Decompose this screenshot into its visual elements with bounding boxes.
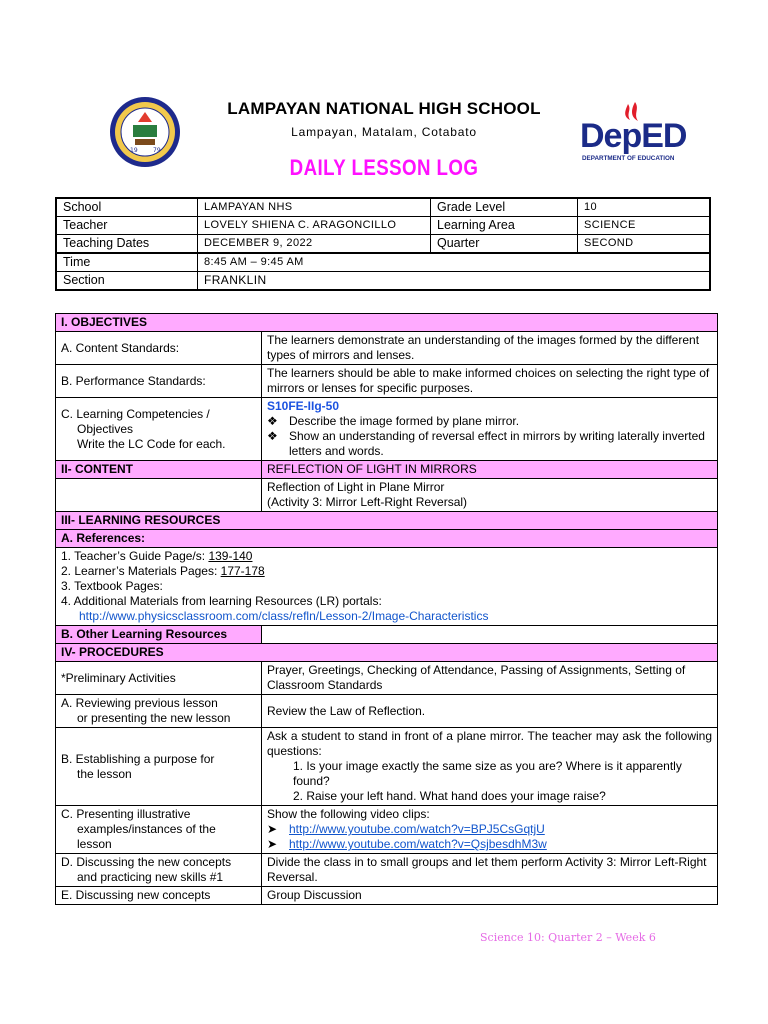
learners-materials-ref [61, 564, 712, 579]
preliminary-label: *Preliminary Activities [56, 662, 262, 695]
content-subtopic-1: Reflection of Light in Plane Mirror [267, 480, 445, 494]
procedure-c-content [262, 806, 718, 854]
procedure-c-label-line-2: examples/instances of the [77, 822, 216, 836]
area-value: SCIENCE [578, 217, 711, 235]
section-value: FRANKLIN [198, 272, 711, 291]
competencies-label [56, 398, 262, 461]
procedure-a-label-line-2: or presenting the new lesson [77, 711, 231, 725]
info-row-dates [56, 235, 710, 254]
section-label: Section [56, 272, 198, 291]
teachers-guide-prefix: 1. Teacher’s Guide Page/s: [61, 549, 209, 563]
arrow-bullet-icon: ➤ [267, 822, 278, 836]
preliminary-text: Prayer, Greetings, Checking of Attendance, Passing of Assignments, Setting of Classroom Standards [262, 662, 718, 695]
grade-label: Grade Level [431, 198, 578, 217]
objective-bullet-2 [267, 429, 712, 459]
procedure-c-label-line-1: C. Presenting illustrative [61, 807, 191, 821]
objectives-heading-row [56, 314, 718, 332]
textbook-ref: 3. Textbook Pages: [61, 579, 163, 593]
procedure-e-row [56, 887, 718, 905]
performance-standards-row [56, 365, 718, 398]
lesson-info-table [55, 197, 711, 291]
page-footer: Science 10: Quarter 2 – Week 6 [480, 931, 656, 944]
procedure-c-label [56, 806, 262, 854]
school-value: LAMPAYAN NHS [198, 198, 431, 217]
procedure-c-label-line-3: lesson [77, 837, 112, 851]
competencies-label-line-3: Write the LC Code for each. [77, 436, 226, 451]
info-row-teacher [56, 217, 710, 235]
procedure-b-content [262, 728, 718, 806]
content-standards-text: The learners demonstrate an understanding of the images formed by the different types of mirrors and lenses. [262, 332, 718, 365]
resources-heading-row [56, 512, 718, 530]
procedure-b-question-1: 1. Is your image exactly the same size as you are? Where is it apparently found? [293, 759, 682, 788]
objective-bullet-1 [267, 414, 712, 429]
school-address: Lampayan, Matalam, Cotabato [291, 125, 477, 139]
resources-heading: III- LEARNING RESOURCES [56, 512, 718, 530]
school-label: School [56, 198, 198, 217]
procedure-d-row [56, 854, 718, 887]
seal-year-left: 19 [130, 147, 138, 154]
other-resources-label: B. Other Learning Resources [56, 626, 262, 644]
info-row-time [56, 253, 710, 272]
procedure-b-label-line-2: the lesson [77, 766, 132, 781]
procedure-c-row [56, 806, 718, 854]
competencies-row [56, 398, 718, 461]
content-heading: II- CONTENT [56, 461, 262, 479]
procedure-d-label-line-1: D. Discussing the new concepts [61, 855, 232, 869]
content-heading-row [56, 461, 718, 479]
procedure-d-label [56, 854, 262, 887]
procedure-b-text: Ask a student to stand in front of a plane mirror. The teacher may ask the following questions: [267, 729, 712, 758]
content-subtopic [262, 479, 718, 512]
teachers-guide-pages: 139-140 [208, 549, 253, 563]
procedure-c-text: Show the following video clips: [267, 807, 430, 821]
procedure-e-label: E. Discussing new concepts [56, 887, 262, 905]
procedure-a-label [56, 695, 262, 728]
content-subtopic-row [56, 479, 718, 512]
learners-materials-prefix: 2. Learner’s Materials Pages: [61, 564, 221, 578]
lesson-plan-table [55, 313, 718, 905]
info-row-section [56, 272, 710, 291]
teacher-value: LOVELY SHIENA C. ARAGONCILLO [198, 217, 431, 235]
dates-label: Teaching Dates [56, 235, 198, 254]
references-row [56, 548, 718, 626]
learners-materials-pages: 177-178 [220, 564, 265, 578]
procedure-b-label [56, 728, 262, 806]
procedure-b-row [56, 728, 718, 806]
competencies-label-line-1: C. Learning Competencies / [61, 406, 210, 421]
references-heading-row [56, 530, 718, 548]
school-name: LAMPAYAN NATIONAL HIGH SCHOOL [227, 99, 541, 118]
time-label: Time [56, 253, 198, 272]
video-link-2[interactable]: http://www.youtube.com/watch?v=QsjbesdhM3w [289, 837, 547, 851]
objective-bullet-2-text: Show an understanding of reversal effect in mirrors by writing laterally inverted letters and words. [289, 429, 705, 458]
procedure-a-text: Review the Law of Reflection. [262, 695, 718, 728]
procedures-heading: IV- PROCEDURES [56, 644, 718, 662]
diamond-bullet-icon: ❖ [267, 414, 278, 428]
video-link-item-2 [267, 837, 712, 852]
deped-caption: DEPARTMENT OF EDUCATION [582, 155, 675, 162]
teachers-guide-ref [61, 549, 712, 564]
teacher-label: Teacher [56, 217, 198, 235]
procedure-d-text: Divide the class in to small groups and let them perform Activity 3: Mirror Left-Right Reversal. [262, 854, 718, 887]
competencies-label-line-2: Objectives [77, 421, 134, 436]
quarter-value: SECOND [578, 235, 711, 254]
area-label: Learning Area [431, 217, 578, 235]
dates-value: DECEMBER 9, 2022 [198, 235, 431, 254]
references-heading: A. References: [56, 530, 718, 548]
procedure-a-row [56, 695, 718, 728]
other-resources-empty [262, 626, 718, 644]
procedure-e-text: Group Discussion [262, 887, 718, 905]
content-topic: REFLECTION OF LIGHT IN MIRRORS [262, 461, 718, 479]
references-list [56, 548, 718, 626]
additional-materials-ref: 4. Additional Materials from learning Resources (LR) portals: [61, 594, 382, 608]
seal-year-right: 79 [153, 147, 161, 154]
procedures-heading-row [56, 644, 718, 662]
procedure-b-question-2: 2. Raise your left hand. What hand does your image raise? [293, 789, 606, 803]
diamond-bullet-icon: ❖ [267, 429, 278, 443]
quarter-label: Quarter [431, 235, 578, 254]
lc-code: S10FE-IIg-50 [267, 399, 340, 413]
lr-portal-link[interactable]: http://www.physicsclassroom.com/class/refln/Lesson-2/Image-Characteristics [79, 609, 489, 623]
competencies-content [262, 398, 718, 461]
performance-standards-label: B. Performance Standards: [56, 365, 262, 398]
content-empty-cell [56, 479, 262, 512]
performance-standards-text: The learners should be able to make informed choices on selecting the right type of mirrors or lenses for specific purposes. [262, 365, 718, 398]
procedure-b-label-line-1: B. Establishing a purpose for [61, 751, 215, 766]
procedure-a-label-line-1: A. Reviewing previous lesson [61, 696, 218, 710]
objective-bullet-1-text: Describe the image formed by plane mirror. [289, 414, 520, 428]
time-value: 8:45 AM – 9:45 AM [198, 253, 711, 272]
content-subtopic-2: (Activity 3: Mirror Left-Right Reversal) [267, 495, 468, 509]
video-link-1[interactable]: http://www.youtube.com/watch?v=BPJ5CsGqtjU [289, 822, 545, 836]
grade-value: 10 [578, 198, 711, 217]
arrow-bullet-icon: ➤ [267, 837, 278, 851]
preliminary-row [56, 662, 718, 695]
deped-wordmark: DepED [580, 117, 687, 155]
content-standards-row [56, 332, 718, 365]
objectives-heading: I. OBJECTIVES [56, 314, 718, 332]
procedure-d-label-line-2: and practicing new skills #1 [77, 870, 224, 884]
content-standards-label: A. Content Standards: [56, 332, 262, 365]
video-link-item-1 [267, 822, 712, 837]
info-row-school [56, 198, 710, 217]
document-title: DAILY LESSON LOG [289, 155, 479, 180]
other-resources-row [56, 626, 718, 644]
